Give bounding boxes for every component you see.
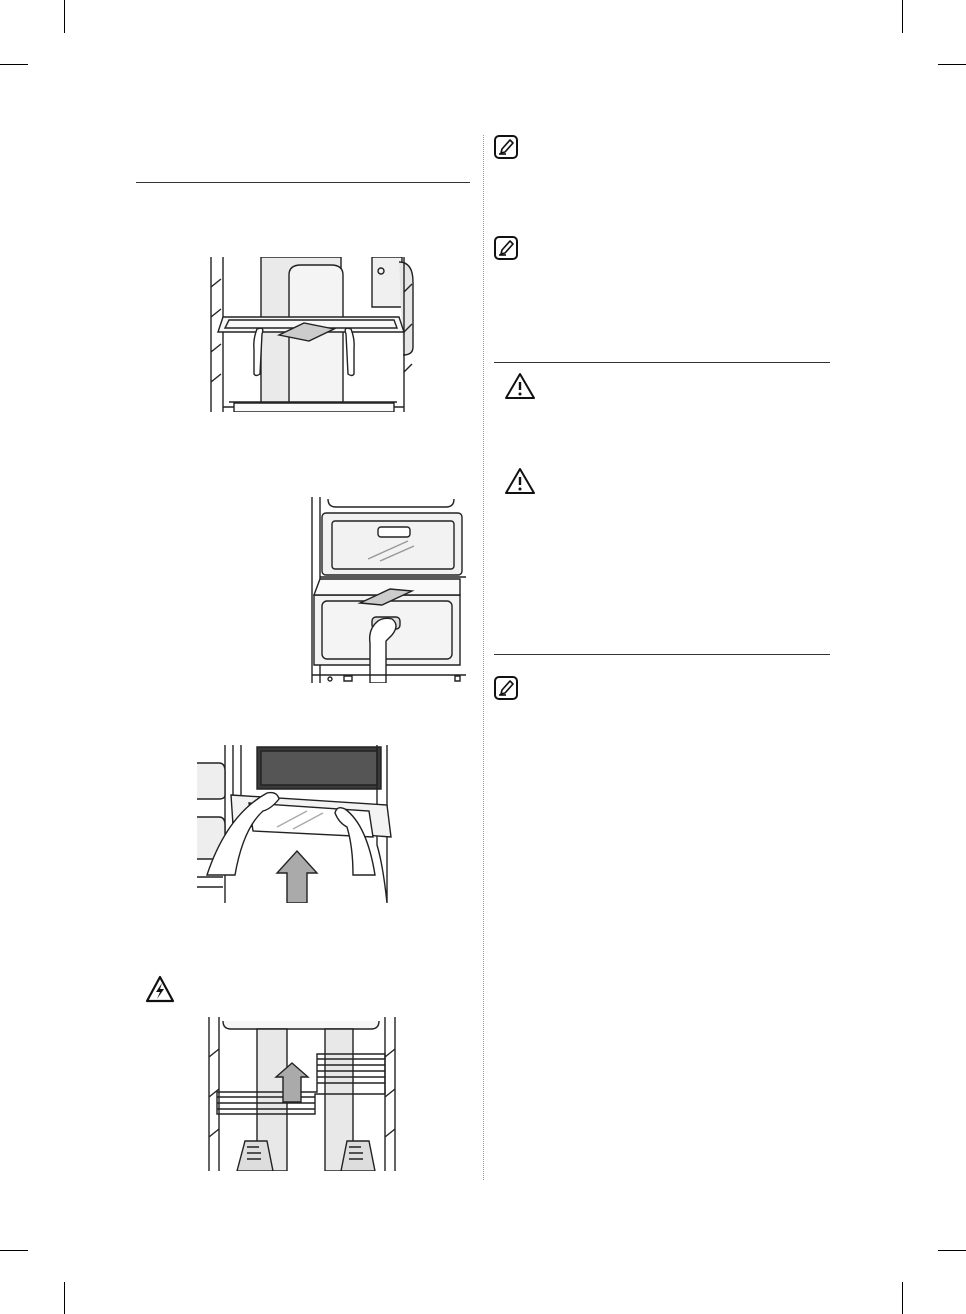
note-pencil-icon [494,676,518,700]
right-section-rule-1 [494,362,830,363]
crop-mark-top-left-h [0,64,28,65]
left-section-rule [136,182,470,183]
crop-mark-top-right-h [938,64,966,65]
door-bin-removal-figure [197,745,393,903]
caution-triangle-icon [504,467,536,495]
column-divider [483,135,484,1180]
crop-mark-bottom-right-v [902,1282,903,1314]
drawer-removal-figure [310,497,466,683]
wire-basket-figure [207,1017,397,1171]
note-pencil-icon [494,135,518,159]
note-pencil-icon [494,236,518,260]
right-section-rule-2 [494,654,830,655]
crop-mark-bottom-left-v [64,1282,65,1314]
crop-mark-top-left-v [64,0,65,33]
crop-mark-top-right-v [902,0,903,33]
caution-triangle-icon [504,372,536,400]
shelf-removal-figure [209,257,414,412]
crop-mark-bottom-left-h [0,1250,28,1251]
electric-shock-warning-icon [145,975,175,1003]
crop-mark-bottom-right-h [938,1250,966,1251]
